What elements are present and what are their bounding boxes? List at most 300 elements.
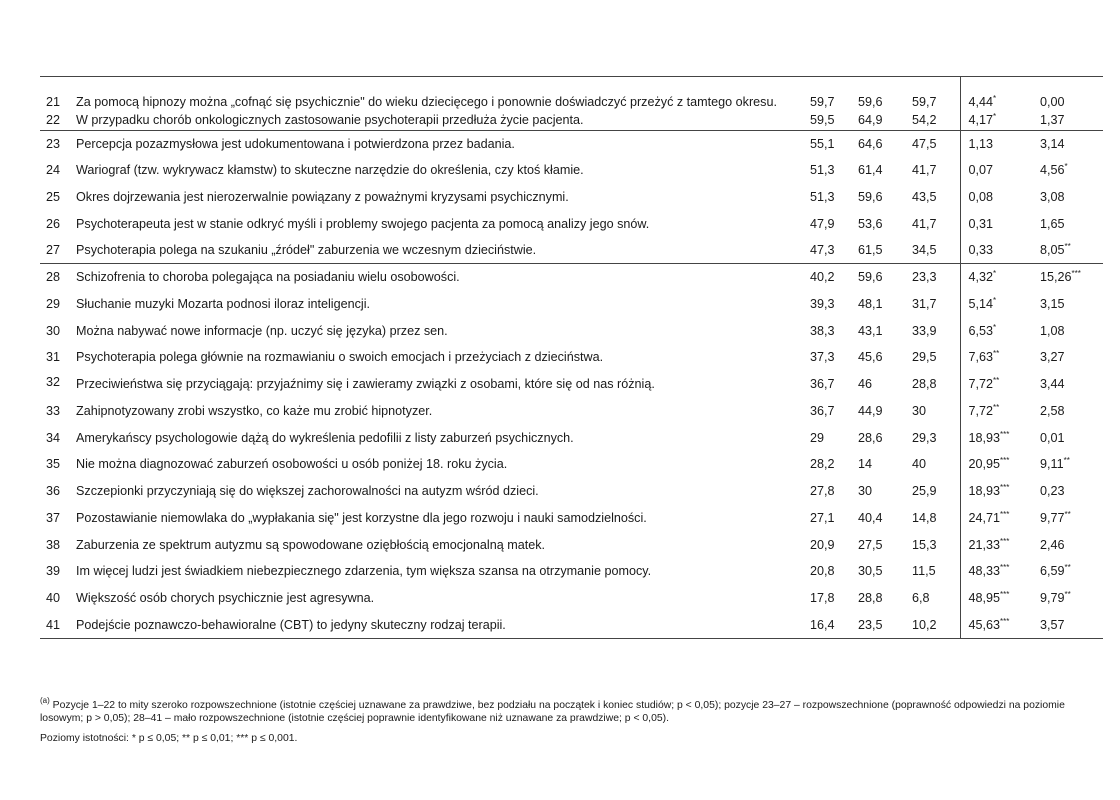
chi-square-2-value: 1,37: [1040, 112, 1065, 127]
percent-start: [858, 130, 912, 157]
percent-end-value: 41,7: [912, 163, 937, 178]
chi-square-2: [1030, 478, 1103, 505]
percent-start: [858, 531, 912, 558]
percent-start-value: 23,5: [858, 617, 883, 632]
chi-square-1-value: 0,31: [968, 216, 994, 231]
item-number-value: 23: [46, 136, 61, 151]
item-statement-value: Schizofrenia to choroba polegająca na posiadaniu wielu osobowości.: [76, 270, 460, 285]
percent-start-value: 30: [858, 484, 873, 499]
item-number: [40, 424, 76, 451]
chi-square-2: [1030, 505, 1103, 532]
item-number: [40, 237, 76, 264]
table-row: [40, 558, 1103, 585]
percent-end: [912, 612, 960, 639]
significance-mark: ***: [1000, 590, 1010, 600]
percent-total-value: 27,1: [810, 510, 835, 525]
chi-square-2-value: 2,46: [1040, 537, 1065, 552]
chi-square-1: [960, 478, 1030, 505]
chi-square-2: [1030, 585, 1103, 612]
item-number-value: 34: [46, 430, 61, 445]
percent-total: [810, 291, 858, 318]
item-statement: [76, 424, 810, 451]
significance-mark: ***: [1000, 536, 1010, 546]
chi-square-1-value: 48,33: [968, 564, 1001, 579]
table-row: [40, 585, 1103, 612]
percent-start-value: 64,6: [858, 136, 883, 151]
percent-start-value: 44,9: [858, 403, 883, 418]
chi-square-2: [1030, 130, 1103, 157]
significance-mark: **: [1064, 563, 1071, 573]
item-statement-value: Większość osób chorych psychicznie jest agresywna.: [76, 591, 375, 606]
item-number: [40, 110, 76, 130]
chi-square-2-value: 9,11: [1040, 457, 1064, 472]
chi-square-1-value: 0,07: [968, 163, 994, 178]
chi-square-2-value: 0,00: [1040, 95, 1065, 109]
item-number: [40, 585, 76, 612]
percent-end-value: 29,3: [912, 430, 937, 445]
chi-square-2-value: 2,58: [1040, 403, 1065, 418]
percent-total: [810, 157, 858, 184]
chi-square-2-value: 0,01: [1040, 430, 1065, 445]
item-number: [40, 531, 76, 558]
chi-square-1: [960, 371, 1030, 398]
percent-total-value: 20,8: [810, 564, 835, 579]
chi-square-1-value: 21,33: [968, 537, 1001, 552]
table-row: [40, 451, 1103, 478]
item-statement-value: Pozostawianie niemowlaka do „wypłakania się" jest korzystne dla jego rozwoju i nauki samodzielności.: [76, 510, 647, 525]
percent-total-value: 36,7: [810, 377, 835, 392]
percent-total-value: 17,8: [810, 591, 835, 606]
chi-square-2: [1030, 291, 1103, 318]
percent-end: [912, 317, 960, 344]
percent-end-value: 23,3: [912, 270, 937, 285]
percent-total-value: 47,3: [810, 243, 835, 258]
item-number: [40, 558, 76, 585]
percent-total: [810, 237, 858, 264]
item-statement-value: Słuchanie muzyki Mozarta podnosi iloraz inteligencji.: [76, 296, 370, 311]
table-row: [40, 291, 1103, 318]
percent-total: [810, 110, 858, 130]
percent-start: [858, 317, 912, 344]
chi-square-1: [960, 77, 1030, 111]
significance-mark: ***: [1000, 429, 1010, 439]
item-statement-value: Zahipnotyzowany zrobi wszystko, co każe mu zrobić hipnotyzer.: [76, 403, 433, 418]
table-row: [40, 478, 1103, 505]
item-statement: [76, 531, 810, 558]
percent-start-value: 14: [858, 457, 873, 472]
chi-square-2: [1030, 398, 1103, 425]
percent-end: [912, 157, 960, 184]
percent-total: [810, 585, 858, 612]
percent-total-value: 27,8: [810, 484, 835, 499]
percent-total: [810, 264, 858, 291]
item-number: [40, 612, 76, 639]
percent-end: [912, 130, 960, 157]
table-row: [40, 344, 1103, 371]
chi-square-1-value: 0,08: [968, 189, 994, 204]
percent-total-value: 37,3: [810, 350, 835, 365]
significance-mark: ***: [1000, 483, 1010, 493]
chi-square-2-value: 9,79: [1040, 591, 1065, 606]
item-number: [40, 451, 76, 478]
table-row: [40, 317, 1103, 344]
percent-end-value: 47,5: [912, 136, 937, 151]
chi-square-2-value: 3,44: [1040, 377, 1065, 392]
percent-end-value: 14,8: [912, 510, 937, 525]
item-statement: [76, 264, 810, 291]
chi-square-1: [960, 184, 1030, 211]
percent-start: [858, 398, 912, 425]
chi-square-1: [960, 291, 1030, 318]
item-number: [40, 398, 76, 425]
percent-end: [912, 505, 960, 532]
results-table-page: [40, 76, 1103, 639]
item-number-value: 35: [46, 457, 61, 472]
percent-total: [810, 184, 858, 211]
percent-end: [912, 531, 960, 558]
table-row: [40, 424, 1103, 451]
item-number: [40, 264, 76, 291]
item-statement: [76, 291, 810, 318]
chi-square-1-value: 4,17: [968, 112, 994, 127]
chi-square-1: [960, 317, 1030, 344]
percent-start-value: 28,6: [858, 430, 883, 445]
table-row: [40, 157, 1103, 184]
item-statement-value: Zaburzenia ze spektrum autyzmu są spowodowane oziębłością emocjonalną matek.: [76, 537, 546, 552]
percent-end-value: 15,3: [912, 537, 937, 552]
percent-end-value: 11,5: [912, 564, 936, 579]
percent-total-value: 55,1: [810, 136, 835, 151]
percent-end: [912, 210, 960, 237]
significance-mark: ***: [1071, 269, 1081, 279]
chi-square-1: [960, 585, 1030, 612]
percent-end: [912, 585, 960, 612]
table-row: [40, 264, 1103, 291]
percent-start: [858, 184, 912, 211]
chi-square-1-value: 6,53: [968, 323, 994, 338]
significance-mark: *: [993, 269, 997, 279]
chi-square-1-value: 7,63: [968, 350, 994, 365]
chi-square-2-value: 3,27: [1040, 350, 1065, 365]
item-number-value: 26: [46, 216, 61, 231]
percent-start-value: 53,6: [858, 216, 883, 231]
item-statement-value: Podejście poznawczo-behawioralne (CBT) to jedyny skuteczny rodzaj terapii.: [76, 617, 506, 632]
significance-mark: ***: [1000, 456, 1010, 466]
item-number-value: 30: [46, 323, 61, 338]
item-statement-value: Za pomocą hipnozy można „cofnąć się psychicznie" do wieku dziecięcego i ponownie doświadczyć przeżyć z tamtego okresu.: [76, 95, 777, 109]
percent-end: [912, 264, 960, 291]
item-statement-value: Im więcej ludzi jest świadkiem niebezpiecznego zdarzenia, tym większa szansa na otrzymanie pomocy.: [76, 564, 652, 579]
percent-end-value: 43,5: [912, 189, 937, 204]
item-statement: [76, 237, 810, 264]
chi-square-2: [1030, 371, 1103, 398]
chi-square-2: [1030, 157, 1103, 184]
percent-start: [858, 424, 912, 451]
percent-end: [912, 558, 960, 585]
chi-square-1-value: 5,14: [968, 296, 994, 311]
chi-square-2-value: 8,05: [1040, 243, 1065, 258]
percent-start: [858, 264, 912, 291]
chi-square-1-value: 20,95: [968, 457, 1001, 472]
item-statement: [76, 210, 810, 237]
item-number: [40, 344, 76, 371]
chi-square-2: [1030, 110, 1103, 130]
percent-total: [810, 210, 858, 237]
percent-end: [912, 237, 960, 264]
chi-square-1: [960, 344, 1030, 371]
chi-square-1-value: 18,93: [968, 430, 1001, 445]
percent-total-value: 59,7: [810, 95, 835, 109]
chi-square-1-value: 18,93: [968, 484, 1001, 499]
item-number: [40, 291, 76, 318]
percent-total: [810, 505, 858, 532]
item-number: [40, 505, 76, 532]
chi-square-2-value: 1,08: [1040, 323, 1065, 338]
chi-square-2: [1030, 264, 1103, 291]
chi-square-2: [1030, 237, 1103, 264]
item-number: [40, 210, 76, 237]
percent-start: [858, 77, 912, 111]
item-statement: [76, 130, 810, 157]
item-statement: [76, 558, 810, 585]
chi-square-1-value: 7,72: [968, 377, 994, 392]
percent-end: [912, 184, 960, 211]
percent-start-value: 46: [858, 377, 873, 392]
percent-total-value: 38,3: [810, 323, 835, 338]
chi-square-2-value: 1,65: [1040, 216, 1065, 231]
item-statement: [76, 585, 810, 612]
table-row: [40, 110, 1103, 130]
table-row: [40, 612, 1103, 639]
chi-square-2-value: 0,23: [1040, 484, 1065, 499]
significance-mark: **: [993, 402, 1000, 412]
percent-total-value: 51,3: [810, 189, 835, 204]
item-number: [40, 371, 76, 398]
percent-total: [810, 451, 858, 478]
item-statement: [76, 612, 810, 639]
item-statement-value: Percepcja pozazmysłowa jest udokumentowana i potwierdzona przez badania.: [76, 136, 515, 151]
percent-total-value: 39,3: [810, 296, 835, 311]
percent-total-value: 36,7: [810, 403, 835, 418]
item-statement-value: Psychoterapeuta jest w stanie odkryć myśli i problemy swojego pacjenta za pomocą analizy jego snów.: [76, 216, 650, 231]
percent-start: [858, 210, 912, 237]
percent-end: [912, 451, 960, 478]
chi-square-1-value: 24,71: [968, 510, 1001, 525]
item-statement-value: W przypadku chorób onkologicznych zastosowanie psychoterapii przedłuża życie pacjenta.: [76, 112, 584, 127]
chi-square-1: [960, 110, 1030, 130]
significance-legend: Poziomy istotności: * p ≤ 0,05; ** p ≤ 0,01; *** p ≤ 0,001.: [40, 733, 298, 744]
item-statement: [76, 317, 810, 344]
percent-end-value: 30: [912, 403, 927, 418]
table-row: [40, 505, 1103, 532]
chi-square-1: [960, 558, 1030, 585]
item-number-value: 40: [46, 591, 61, 606]
percent-start-value: 43,1: [858, 323, 883, 338]
item-statement: [76, 398, 810, 425]
chi-square-2-value: 4,56: [1040, 163, 1065, 178]
percent-end-value: 33,9: [912, 323, 937, 338]
chi-square-1: [960, 424, 1030, 451]
item-number-value: 32: [46, 374, 61, 389]
percent-end: [912, 478, 960, 505]
item-number-value: 36: [46, 484, 61, 499]
percent-start: [858, 291, 912, 318]
percent-total: [810, 398, 858, 425]
item-number-value: 37: [46, 510, 61, 525]
chi-square-1-value: 4,44: [968, 95, 994, 109]
item-statement-value: Psychoterapia polega głównie na rozmawianiu o swoich emocjach i przeżyciach z dzieciństwa.: [76, 350, 604, 365]
item-number-value: 41: [46, 617, 61, 632]
percent-start-value: 28,8: [858, 591, 883, 606]
chi-square-1: [960, 157, 1030, 184]
item-number-value: 38: [46, 537, 61, 552]
item-number: [40, 157, 76, 184]
percent-start: [858, 558, 912, 585]
significance-mark: **: [1063, 456, 1070, 466]
item-number-value: 21: [46, 95, 61, 109]
percent-total-value: 29: [810, 430, 825, 445]
percent-total-value: 20,9: [810, 537, 835, 552]
percent-start: [858, 612, 912, 639]
item-statement-value: Okres dojrzewania jest nierozerwalnie powiązany z poważnymi kryzysami psychicznymi.: [76, 189, 569, 204]
significance-mark: *: [993, 111, 997, 121]
significance-mark: **: [993, 376, 1000, 386]
item-number: [40, 317, 76, 344]
percent-total: [810, 344, 858, 371]
percent-total: [810, 317, 858, 344]
percent-total-value: 59,5: [810, 112, 835, 127]
percent-total-value: 28,2: [810, 457, 835, 472]
significance-mark: ***: [1000, 563, 1010, 573]
table-row: [40, 210, 1103, 237]
percent-end-value: 25,9: [912, 484, 937, 499]
item-number: [40, 184, 76, 211]
percent-total: [810, 558, 858, 585]
footnote-marker: (a): [40, 696, 50, 705]
chi-square-1-value: 1,13: [968, 136, 994, 151]
percent-start-value: 64,9: [858, 112, 883, 127]
significance-mark: *: [993, 94, 997, 103]
percent-total-value: 47,9: [810, 216, 835, 231]
table-body: [40, 77, 1103, 639]
chi-square-2-value: 3,08: [1040, 189, 1065, 204]
significance-mark: **: [1064, 509, 1071, 519]
chi-square-2-value: 15,26: [1040, 270, 1072, 285]
item-statement-value: Wariograf (tzw. wykrywacz kłamstw) to skuteczne narzędzie do określenia, czy ktoś kłamie.: [76, 163, 584, 178]
chi-square-2: [1030, 184, 1103, 211]
item-statement: [76, 344, 810, 371]
chi-square-1: [960, 505, 1030, 532]
percent-start: [858, 478, 912, 505]
percent-total: [810, 531, 858, 558]
percent-end-value: 6,8: [912, 591, 930, 606]
chi-square-1-value: 48,95: [968, 591, 1001, 606]
percent-start-value: 48,1: [858, 296, 883, 311]
percent-start-value: 61,5: [858, 243, 883, 258]
item-statement: [76, 478, 810, 505]
percent-total: [810, 77, 858, 111]
chi-square-1-value: 0,33: [968, 243, 994, 258]
chi-square-1-value: 7,72: [968, 403, 994, 418]
percent-total-value: 16,4: [810, 617, 835, 632]
item-statement: [76, 77, 810, 111]
chi-square-2: [1030, 531, 1103, 558]
significance-mark: *: [993, 322, 997, 332]
significance-mark: *: [1064, 162, 1068, 172]
chi-square-1: [960, 612, 1030, 639]
chi-square-2: [1030, 344, 1103, 371]
item-statement-value: Nie można diagnozować zaburzeń osobowości u osób poniżej 18. roku życia.: [76, 457, 508, 472]
percent-end: [912, 77, 960, 111]
percent-end: [912, 371, 960, 398]
chi-square-1: [960, 237, 1030, 264]
percent-start: [858, 451, 912, 478]
percent-total: [810, 478, 858, 505]
percent-start-value: 30,5: [858, 564, 883, 579]
significance-mark: ***: [1000, 616, 1010, 626]
chi-square-2: [1030, 558, 1103, 585]
chi-square-2-value: 3,57: [1040, 617, 1065, 632]
item-statement: [76, 371, 810, 398]
percent-start: [858, 505, 912, 532]
percent-end: [912, 110, 960, 130]
percent-start: [858, 585, 912, 612]
percent-start: [858, 157, 912, 184]
item-statement-value: Szczepionki przyczyniają się do większej zachorowalności na autyzm wśród dzieci.: [76, 484, 539, 499]
percent-start-value: 59,6: [858, 95, 883, 109]
chi-square-1-value: 45,63: [968, 617, 1001, 632]
item-statement-value: Amerykańscy psychologowie dążą do wykreślenia pedofilii z listy zaburzeń psychicznych.: [76, 430, 574, 445]
item-statement-value: Można nabywać nowe informacje (np. uczyć się języka) przez sen.: [76, 323, 448, 338]
table-row: [40, 130, 1103, 157]
item-statement: [76, 451, 810, 478]
item-statement: [76, 110, 810, 130]
table-row: [40, 398, 1103, 425]
percent-end-value: 40: [912, 457, 927, 472]
chi-square-2: [1030, 612, 1103, 639]
item-statement: [76, 184, 810, 211]
percent-total: [810, 130, 858, 157]
chi-square-1: [960, 210, 1030, 237]
footnote: [40, 696, 1103, 725]
percent-end-value: 34,5: [912, 243, 937, 258]
percent-end: [912, 291, 960, 318]
item-number: [40, 77, 76, 111]
item-number-value: 25: [46, 189, 61, 204]
item-number-value: 24: [46, 163, 61, 178]
percent-start-value: 59,6: [858, 270, 883, 285]
percent-start-value: 40,4: [858, 510, 883, 525]
item-number: [40, 478, 76, 505]
chi-square-1: [960, 398, 1030, 425]
item-number-value: 28: [46, 270, 61, 285]
item-statement: [76, 505, 810, 532]
item-statement-value: Przeciwieństwa się przyciągają: przyjaźnimy się i zawieramy związki z osobami, które się od nas różnią.: [76, 377, 655, 392]
item-statement-value: Psychoterapia polega na szukaniu „źródeł" zaburzenia we wczesnym dzieciństwie.: [76, 243, 537, 258]
item-number-value: 39: [46, 564, 61, 579]
percent-total-value: 51,3: [810, 163, 835, 178]
table-row: [40, 531, 1103, 558]
significance-mark: *: [993, 295, 997, 305]
chi-square-2: [1030, 424, 1103, 451]
chi-square-2: [1030, 451, 1103, 478]
significance-mark: **: [993, 349, 1000, 359]
percent-end-value: 29,5: [912, 350, 937, 365]
chi-square-2-value: 3,15: [1040, 296, 1065, 311]
chi-square-1: [960, 264, 1030, 291]
chi-square-2: [1030, 317, 1103, 344]
myths-table: [40, 76, 1103, 639]
